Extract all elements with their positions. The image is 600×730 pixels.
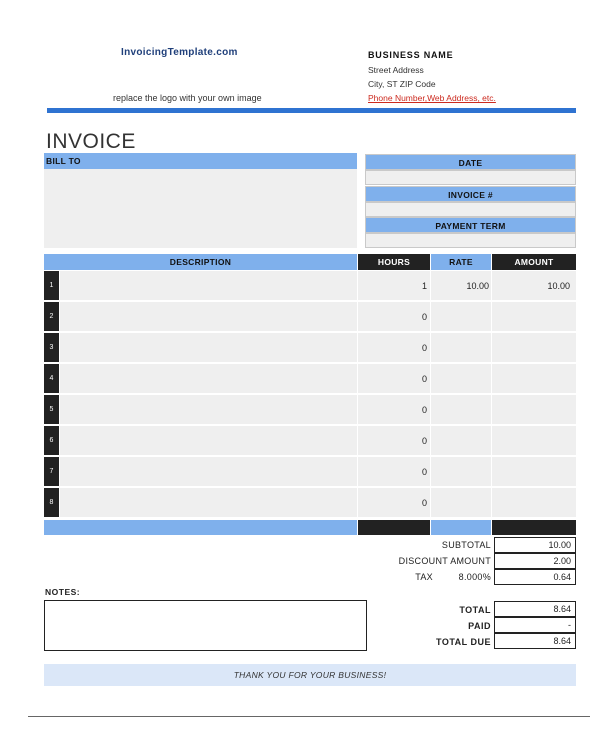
total-label: TOTAL bbox=[459, 605, 491, 615]
bill-to-field[interactable] bbox=[44, 169, 357, 248]
rate-cell[interactable] bbox=[431, 457, 491, 486]
rate-cell[interactable] bbox=[431, 426, 491, 455]
hours-cell[interactable]: 0 bbox=[358, 488, 430, 517]
description-cell[interactable] bbox=[60, 302, 357, 331]
tax-label: TAX bbox=[415, 572, 433, 582]
amount-cell bbox=[492, 333, 576, 362]
amount-cell bbox=[492, 395, 576, 424]
description-cell[interactable] bbox=[60, 364, 357, 393]
description-cell[interactable] bbox=[60, 488, 357, 517]
date-field[interactable] bbox=[365, 170, 576, 185]
column-header-hours: HOURS bbox=[358, 254, 430, 270]
rate-cell[interactable] bbox=[431, 395, 491, 424]
hours-cell[interactable]: 0 bbox=[358, 302, 430, 331]
amount-cell: 10.00 bbox=[492, 271, 576, 300]
brand-name: InvoicingTemplate.com bbox=[121, 47, 238, 58]
row-number: 2 bbox=[44, 302, 59, 331]
total-due-value: 8.64 bbox=[494, 633, 576, 649]
discount-value[interactable]: 2.00 bbox=[494, 553, 576, 569]
amount-cell bbox=[492, 364, 576, 393]
table-footer-hours bbox=[358, 520, 430, 535]
invoice-number-header: INVOICE # bbox=[365, 186, 576, 202]
row-number: 3 bbox=[44, 333, 59, 362]
contact-info-link[interactable]: Phone Number,Web Address, etc. bbox=[368, 93, 496, 103]
rate-cell[interactable] bbox=[431, 488, 491, 517]
description-cell[interactable] bbox=[60, 395, 357, 424]
logo-placeholder-note: replace the logo with your own image bbox=[113, 93, 262, 103]
hours-cell[interactable]: 0 bbox=[358, 457, 430, 486]
city-state-zip: City, ST ZIP Code bbox=[368, 79, 436, 89]
tax-rate[interactable]: 8.000% bbox=[458, 572, 491, 582]
invoice-number-field[interactable] bbox=[365, 202, 576, 217]
payment-term-field[interactable] bbox=[365, 233, 576, 248]
row-number: 8 bbox=[44, 488, 59, 517]
column-header-amount: AMOUNT bbox=[492, 254, 576, 270]
header-divider bbox=[47, 108, 576, 113]
row-number: 5 bbox=[44, 395, 59, 424]
hours-cell[interactable]: 0 bbox=[358, 364, 430, 393]
tax-value: 0.64 bbox=[494, 569, 576, 585]
rate-cell[interactable]: 10.00 bbox=[431, 271, 491, 300]
rate-cell[interactable] bbox=[431, 302, 491, 331]
notes-field[interactable] bbox=[44, 600, 367, 651]
row-number: 7 bbox=[44, 457, 59, 486]
paid-label: PAID bbox=[468, 621, 491, 631]
total-value: 8.64 bbox=[494, 601, 576, 617]
thank-you-banner: THANK YOU FOR YOUR BUSINESS! bbox=[44, 664, 576, 686]
table-footer-amount bbox=[492, 520, 576, 535]
date-header: DATE bbox=[365, 154, 576, 170]
row-number: 4 bbox=[44, 364, 59, 393]
subtotal-value: 10.00 bbox=[494, 537, 576, 553]
amount-cell bbox=[492, 457, 576, 486]
bill-to-header: BILL TO bbox=[44, 153, 357, 169]
paid-value[interactable]: - bbox=[494, 617, 576, 633]
column-header-rate: RATE bbox=[431, 254, 491, 270]
column-header-description: DESCRIPTION bbox=[44, 254, 357, 270]
page-title: INVOICE bbox=[46, 130, 136, 153]
rate-cell[interactable] bbox=[431, 333, 491, 362]
notes-label: NOTES: bbox=[45, 587, 81, 597]
table-footer-description bbox=[44, 520, 357, 535]
street-address: Street Address bbox=[368, 65, 424, 75]
description-cell[interactable] bbox=[60, 426, 357, 455]
amount-cell bbox=[492, 426, 576, 455]
hours-cell[interactable]: 0 bbox=[358, 426, 430, 455]
rate-cell[interactable] bbox=[431, 364, 491, 393]
total-due-label: TOTAL DUE bbox=[435, 637, 491, 647]
discount-label: DISCOUNT AMOUNT bbox=[398, 556, 491, 566]
description-cell[interactable] bbox=[60, 333, 357, 362]
description-cell[interactable] bbox=[60, 457, 357, 486]
subtotal-label: SUBTOTAL bbox=[441, 540, 491, 550]
business-name: BUSINESS NAME bbox=[368, 50, 454, 60]
amount-cell bbox=[492, 302, 576, 331]
footer-divider bbox=[28, 716, 590, 717]
amount-cell bbox=[492, 488, 576, 517]
row-number: 6 bbox=[44, 426, 59, 455]
hours-cell[interactable]: 1 bbox=[358, 271, 430, 300]
payment-term-header: PAYMENT TERM bbox=[365, 217, 576, 233]
hours-cell[interactable]: 0 bbox=[358, 395, 430, 424]
description-cell[interactable] bbox=[60, 271, 357, 300]
row-number: 1 bbox=[44, 271, 59, 300]
hours-cell[interactable]: 0 bbox=[358, 333, 430, 362]
table-footer-rate bbox=[431, 520, 491, 535]
